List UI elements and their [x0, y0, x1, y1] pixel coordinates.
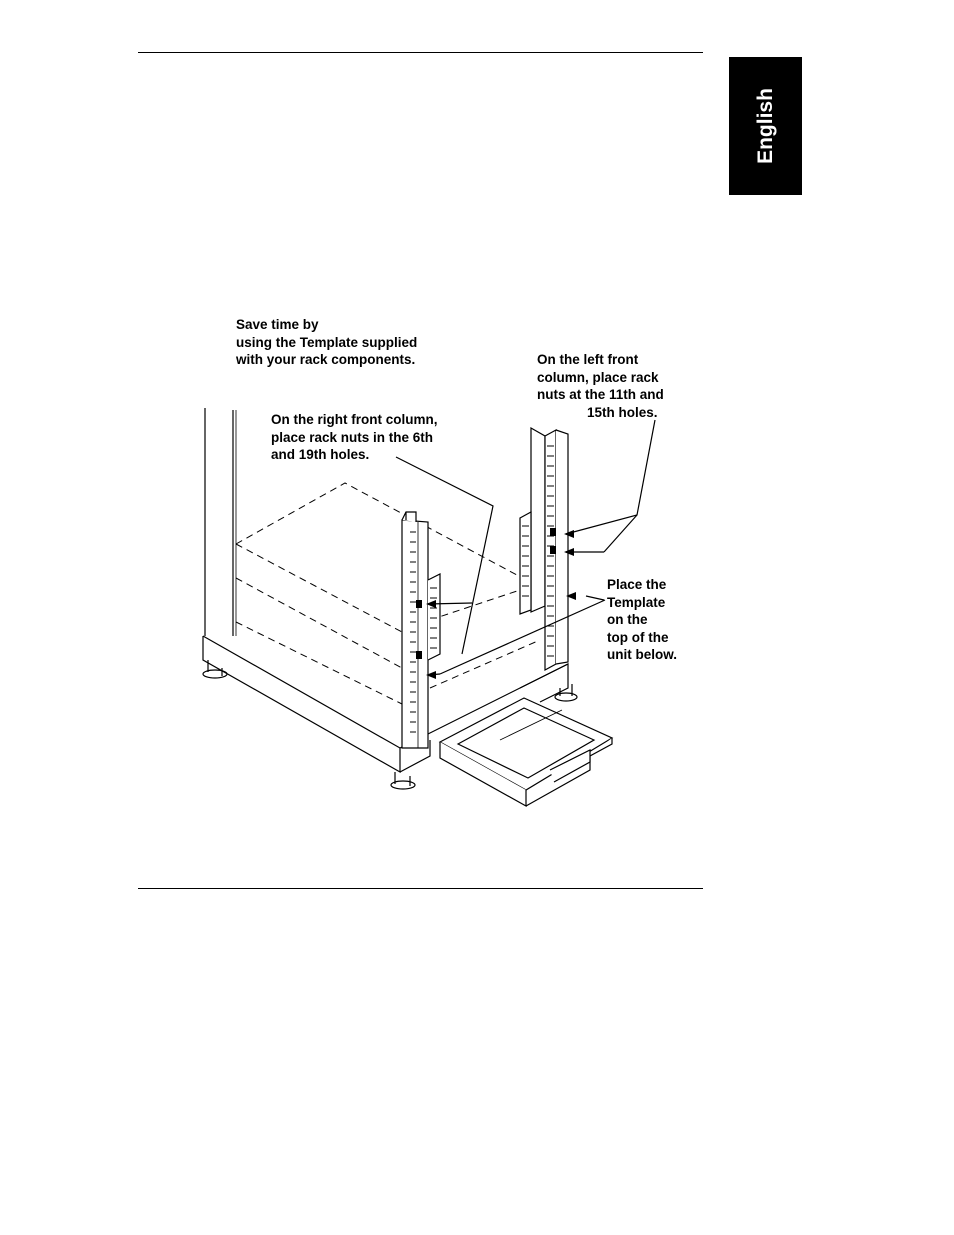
callout-line: nuts at the 11th and — [537, 387, 664, 402]
right-template-strip — [428, 574, 440, 660]
callout-line: with your rack components. — [236, 352, 416, 367]
callout-line: using the Template supplied — [236, 334, 418, 350]
foot-left — [208, 660, 222, 676]
template-leader — [586, 596, 604, 600]
callout-template-tip — [236, 316, 417, 369]
left-template-strip — [520, 512, 531, 614]
rack-nut-11th-hole — [550, 528, 556, 536]
left-column-leader — [604, 420, 655, 552]
callout-right-front-column — [271, 411, 437, 464]
callout-line: Template — [607, 594, 666, 610]
rack-nut-19th-hole — [416, 651, 422, 659]
foot-front — [395, 772, 410, 786]
callout-line: 15th holes. — [587, 404, 658, 420]
callout-line: place rack nuts in the 6th — [271, 429, 434, 445]
language-tab-label: English — [753, 88, 777, 164]
callout-line: On the right front column, — [271, 412, 438, 427]
callout-line: On the left front — [537, 352, 639, 367]
foot-right — [560, 684, 572, 696]
left-front-column — [520, 428, 568, 670]
right-front-column — [402, 512, 440, 748]
callout-line: Save time by — [236, 317, 319, 332]
callout-line: column, place rack — [537, 369, 659, 385]
cabinet-base-front — [203, 636, 400, 772]
callout-line: on the — [607, 612, 648, 627]
rack-nut-15th-hole — [550, 546, 556, 554]
unit-below-tray — [440, 698, 612, 806]
callout-line: unit below. — [607, 647, 677, 662]
callout-line: Place the — [607, 577, 667, 592]
unit-outline-dashed — [236, 483, 540, 704]
callout-line: and 19th holes. — [271, 447, 370, 462]
callout-left-front-column — [537, 351, 664, 421]
callout-place-template — [607, 576, 677, 664]
callout-line: top of the — [607, 629, 669, 645]
rack-nut-6th-hole — [416, 600, 422, 608]
